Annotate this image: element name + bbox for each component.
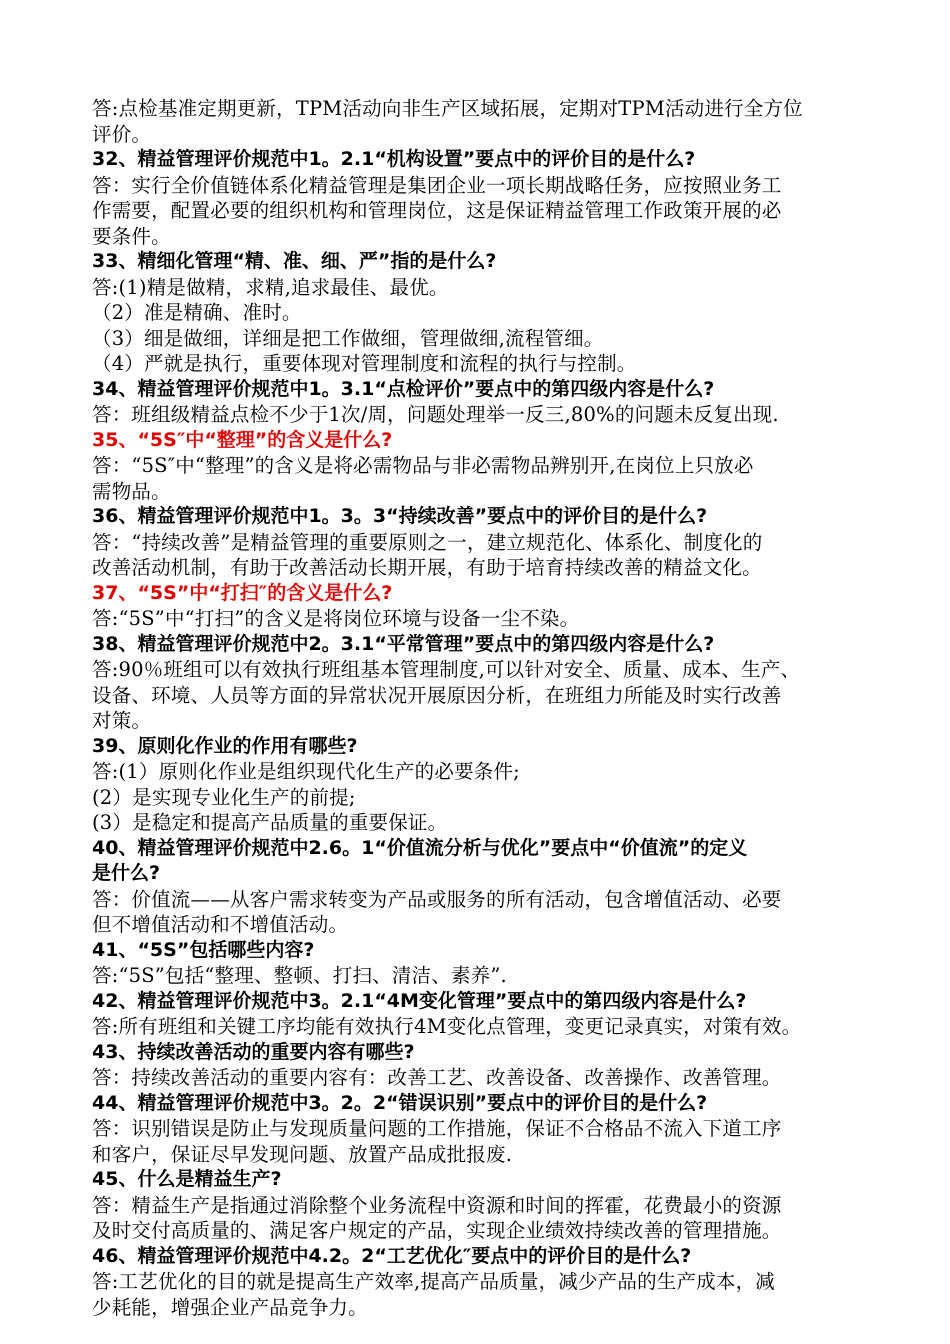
question-line: 38、精益管理评价规范中2。3.1“平常管理”要点中的第四级内容是什么? [92,632,715,655]
answer-line: （2）准是精确、准时。 [92,301,302,324]
answer-line: 答：精益生产是指通过消除整个业务流程中资源和时间的挥霍，花费最小的资源 [92,1193,782,1217]
answer-line: 答:所有班组和关键工序均能有效执行4M变化点管理，变更记录真实，对策有效。 [92,1015,802,1038]
answer-line: 答：班组级精益点检不少于1次/周，问题处理举一反三,80%的问题未反复出现. [92,403,779,426]
answer-line: 但不增值活动和不增值活动。 [92,913,349,936]
question-line: 46、精益管理评价规范中4.2。2“工艺优化″要点中的评价目的是什么? [92,1244,692,1267]
question-line: 36、精益管理评价规范中1。3。3“持续改善”要点中的评价目的是什么? [92,505,708,527]
question-line: 43、持续改善活动的重要内容有哪些? [92,1040,415,1063]
answer-line: 要条件。 [92,224,171,248]
answer-line: 对策。 [92,709,152,732]
answer-line: 答：价值流——从客户需求转变为产品或服务的所有活动，包含增值活动、必要 [92,887,782,911]
question-line: 44、精益管理评价规范中3。2。2“错误识别”要点中的评价目的是什么? [92,1091,708,1114]
answer-line: 改善活动机制，有助于改善活动长期开展，有助于培育持续改善的精益文化。 [92,556,762,579]
answer-line: 答：实行全价值链体系化精益管理是集团企业一项长期战略任务，应按照业务工 [92,173,782,197]
answer-line: 答：持续改善活动的重要内容有：改善工艺、改善设备、改善操作、改善管理。 [92,1066,782,1089]
question-line: 42、精益管理评价规范中3。2.1“4M变化管理”要点中的第四级内容是什么? [92,989,747,1012]
answer-line: 评价。 [92,122,152,146]
question-line: 39、原则化作业的作用有哪些? [92,734,358,757]
answer-line: 答:(1)精是做精，求精,追求最佳、最优。 [92,275,449,299]
question-line: 45、什么是精益生产? [92,1168,282,1190]
answer-line: 答：识别错误是防止与发现质量问题的工作措施，保证不合格品不流入下道工序 [92,1117,782,1140]
answer-line: 答:90％班组可以有效执行班组基本管理制度,可以针对安全、质量、成本、生产、 [92,658,801,681]
question-line: 32、精益管理评价规范中1。2.1“机构设置”要点中的评价目的是什么? [92,148,696,170]
question-line: 33、精细化管理“精、准、细、严”指的是什么? [92,250,497,272]
answer-line: （4）严就是执行，重要体现对管理制度和流程的执行与控制。 [92,352,637,375]
answer-line: 答:“5S”包括“整理、整顿、打扫、清洁、素养”. [92,964,507,987]
answer-line: 答:点检基准定期更新，TPM活动向非生产区域拓展，定期对TPM活动进行全方位 [92,97,803,120]
answer-line: 少耗能，增强企业产品竞争力。 [92,1295,368,1319]
answer-line: (3）是稳定和提高产品质量的重要保证。 [92,811,448,834]
answer-line: 及时交付高质量的、满足客户规定的产品，实现企业绩效持续改善的管理措施。 [92,1219,782,1242]
question-line: 41、“5S”包括哪些内容? [92,938,315,961]
answer-line: 答:“5S”中“打扫”的含义是将岗位环境与设备一尘不染。 [92,607,580,630]
answer-line: 答:工艺优化的目的就是提高生产效率,提高产品质量，减少产品的生产成本，减 [92,1270,775,1293]
document-page [92,96,892,1320]
answer-line: 答：“5S″中“整理”的含义是将必需物品与非必需物品辨别开,在岗位上只放必 [92,454,754,477]
answer-line: 和客户，保证尽早发现问题、放置产品成批报废. [92,1142,513,1166]
answer-line: 答:(1）原则化作业是组织现代化生产的必要条件; [92,760,520,783]
question-line: 37、“5S”中“打扫″的含义是什么? [92,581,393,604]
answer-line: (2）是实现专业化生产的前提; [92,785,356,809]
question-line: 40、精益管理评价规范中2.6。1“价值流分析与优化”要点中“价值流”的定义 [92,836,748,859]
question-line: 是什么? [92,862,161,884]
answer-line: 需物品。 [92,479,171,503]
answer-line: （3）细是做细，详细是把工作做细，管理做细,流程管细。 [92,326,604,350]
question-line: 35、“5S″中“整理”的含义是什么? [92,428,393,451]
question-line: 34、精益管理评价规范中1。3.1“点检评价”要点中的第四级内容是什么? [92,377,715,400]
answer-line: 作需要，配置必要的组织机构和管理岗位，这是保证精益管理工作政策开展的必 [92,199,782,222]
answer-line: 答：“持续改善”是精益管理的重要原则之一，建立规范化、体系化、制度化的 [92,530,763,554]
answer-line: 设备、环境、人员等方面的异常状况开展原因分析，在班组力所能及时实行改善 [92,683,782,707]
